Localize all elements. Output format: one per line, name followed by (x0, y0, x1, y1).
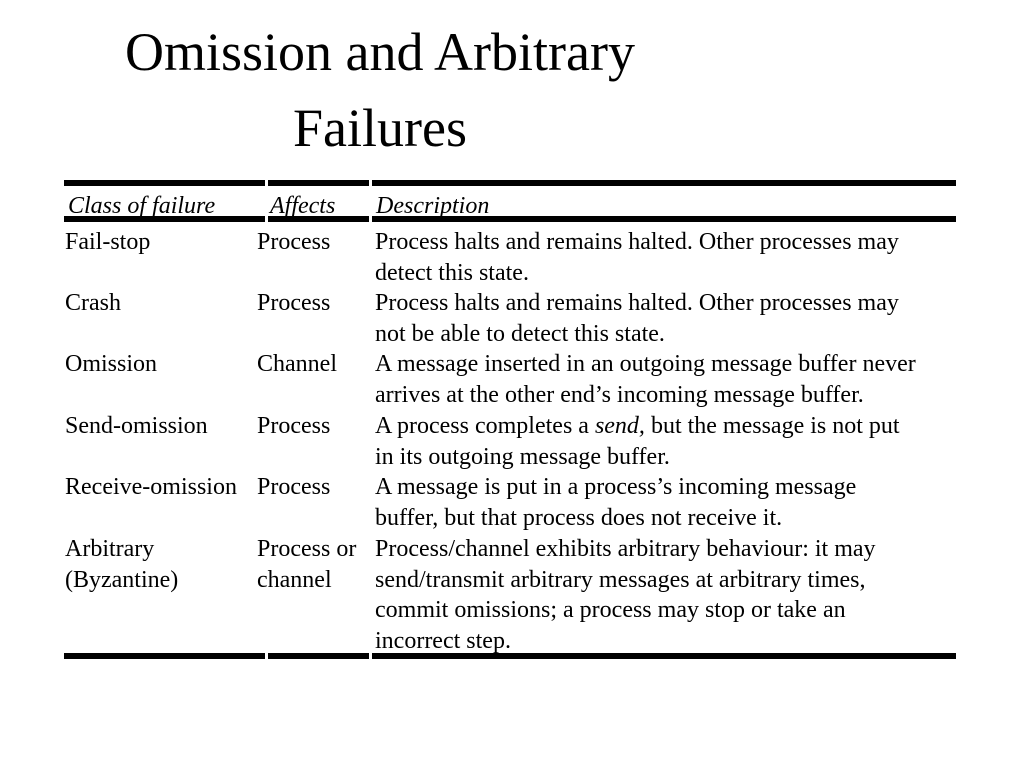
affects-line: Process or (257, 536, 357, 562)
cell-affects (257, 534, 356, 595)
description-line: A message is put in a process’s incoming message (375, 474, 857, 500)
description-line: incorrect step. (375, 627, 511, 654)
description-line: Process/channel exhibits arbitrary behaviour: it may (375, 536, 876, 562)
description-line: in its outgoing message buffer. (375, 443, 670, 470)
cell-affects: Process (257, 290, 331, 316)
description-line: arrives at the other end’s incoming message buffer. (375, 381, 864, 408)
description-line: send/transmit arbitrary messages at arbitrary times, (375, 566, 866, 593)
description-line: buffer, but that process does not receive it. (375, 504, 783, 531)
cell-class: Crash (65, 290, 121, 316)
description-text: but the message is not put (644, 413, 900, 439)
cell-affects: Process (257, 474, 331, 500)
description-line: Process halts and remains halted. Other processes may (375, 290, 899, 316)
cell-description (375, 227, 899, 288)
cell-description (375, 288, 899, 349)
cell-affects: Channel (257, 351, 337, 377)
class-line: Arbitrary (65, 536, 155, 562)
description-line: A message inserted in an outgoing message buffer never (375, 351, 916, 377)
cell-affects: Process (257, 229, 331, 255)
description-line: Process halts and remains halted. Other processes may (375, 229, 899, 255)
affects-line: channel (257, 566, 332, 593)
header-description: Description (376, 193, 490, 219)
header-affects: Affects (270, 193, 336, 219)
slide-title-line-2: Failures (293, 98, 467, 158)
cell-description (375, 472, 856, 533)
description-text: A process completes a (375, 413, 595, 439)
slide-title-line-1: Omission and Arbitrary (125, 22, 635, 82)
description-line: not be able to detect this state. (375, 320, 665, 347)
description-line: commit omissions; a process may stop or take an (375, 597, 846, 623)
description-line: detect this state. (375, 259, 529, 286)
cell-class: Fail-stop (65, 229, 151, 255)
cell-class: Omission (65, 351, 158, 377)
class-line: (Byzantine) (65, 566, 179, 593)
cell-description (375, 534, 876, 656)
description-line (375, 411, 900, 442)
cell-class (65, 534, 178, 595)
cell-description (375, 349, 916, 410)
cell-description (375, 411, 900, 472)
description-emphasis: send, (594, 413, 645, 439)
cell-class: Receive-omission (65, 474, 237, 500)
cell-class: Send-omission (65, 413, 208, 439)
header-class-of-failure: Class of failure (68, 193, 216, 219)
slide-title (40, 14, 720, 166)
cell-affects: Process (257, 413, 331, 439)
